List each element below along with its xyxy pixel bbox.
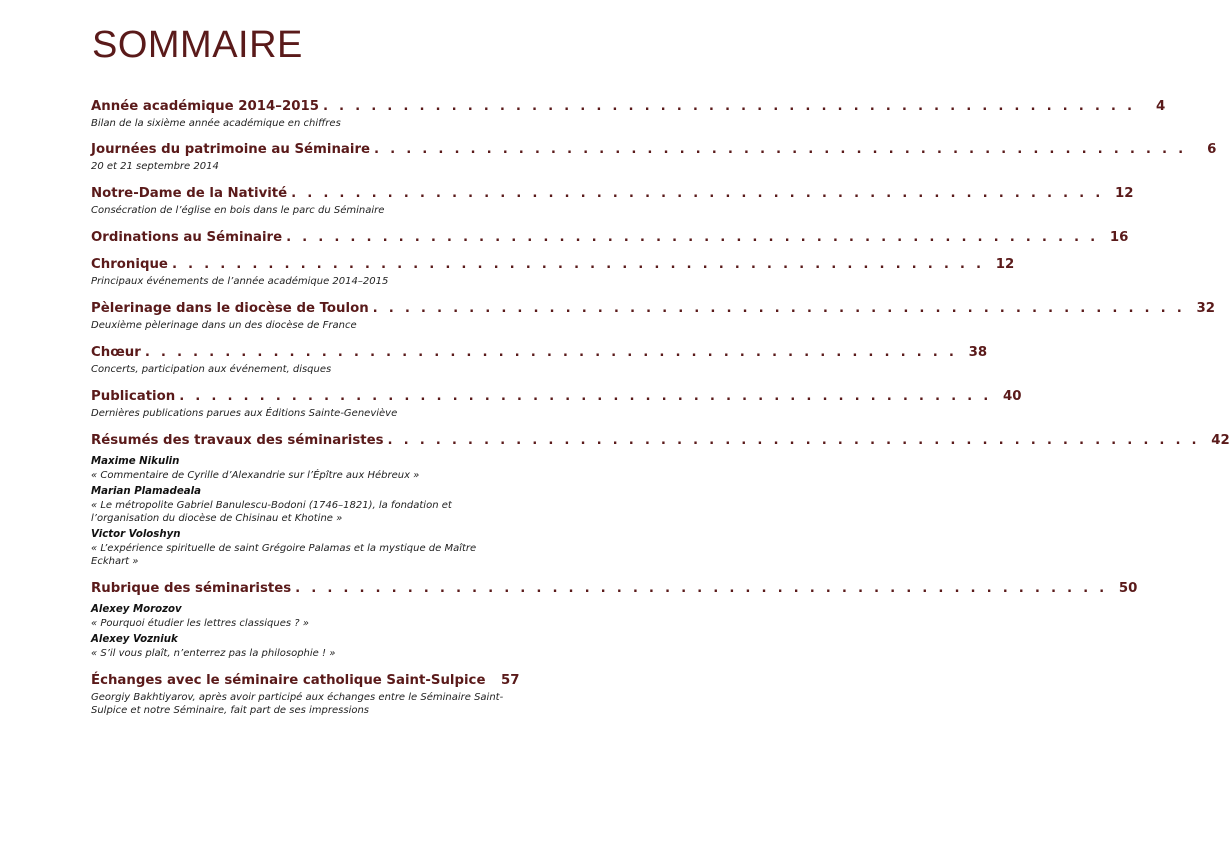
table-of-contents xyxy=(91,96,1230,717)
toc-entry-description: Concerts, participation aux événement, disques xyxy=(91,364,332,375)
toc-entry-title: Chronique xyxy=(91,257,168,272)
toc-entry[interactable] xyxy=(91,430,1230,568)
toc-page-number: 42 xyxy=(1211,433,1230,448)
dot-leader: . . . . . . . . . . . . . . . . . . . . . . . . . . . . . . . . . . . . . . . . . . . . . . . . . . . xyxy=(171,257,985,272)
toc-entry-title: Résumés des travaux des séminaristes xyxy=(91,433,384,448)
toc-page-number: 6 xyxy=(1207,142,1217,157)
dot-leader: . . . . . . . . . . . . . . . . . . . . . . . . . . . . . . . . . . . . . . . . . . . . . . . . . . . xyxy=(295,581,1108,596)
toc-entry-heading xyxy=(91,298,1215,320)
toc-entry-description: Dernières publications parues aux Éditions Sainte-Geneviève xyxy=(91,408,398,419)
toc-sub-text: « Pourquoi étudier les lettres classiques ? » xyxy=(91,618,309,629)
dot-leader: . . . . . . . . . . . . . . . . . . . . . . . . . . . . . . . . . . . . . . . . . . . . . . . . . . . xyxy=(144,345,958,360)
toc-entry-title: Ordinations au Séminaire xyxy=(91,230,283,245)
toc-entry[interactable] xyxy=(91,139,1217,173)
toc-entry-heading xyxy=(91,342,988,364)
toc-entry-title: Pèlerinage dans le diocèse de Toulon xyxy=(91,301,369,316)
toc-entry[interactable] xyxy=(91,386,1022,420)
toc-entry-description: 20 et 21 septembre 2014 xyxy=(91,161,219,172)
toc-entry-description: Principaux événements de l’année académique 2014–2015 xyxy=(91,276,389,287)
toc-entry-description: Consécration de l’église en bois dans le parc du Séminaire xyxy=(91,205,385,216)
toc-sub-author: Alexey Morozov xyxy=(91,604,182,615)
toc-sub-text: « Commentaire de Cyrille d’Alexandrie sur l’Épître aux Hébreux » xyxy=(91,470,420,481)
dot-leader: . . . . . . . . . . . . . . . . . . . . . . . . . . . . . . . . . . . . . . . . . . . . . . . . . . . xyxy=(387,433,1200,448)
toc-sub-entry xyxy=(91,455,514,482)
toc-entry-title: Rubrique des séminaristes xyxy=(91,581,292,596)
toc-entry-description: Georgiy Bakhtiyarov, après avoir participé aux échanges entre le Séminaire Saint-Sulpice et notre Séminaire, fait part de ses impressions xyxy=(91,692,504,716)
dot-leader: . . . . . . . . . . . . . . . . . . . . . . . . . . . . . . . . . . . . . . . . . . . . . . . . . . . xyxy=(322,99,1136,114)
toc-entry-title: Notre-Dame de la Nativité xyxy=(91,186,288,201)
toc-entry-heading xyxy=(91,254,1015,276)
toc-entry[interactable] xyxy=(91,670,520,717)
toc-page-number: 16 xyxy=(1109,230,1129,245)
toc-sub-author: Marian Plamadeala xyxy=(91,486,201,497)
toc-entry-title: Publication xyxy=(91,389,176,404)
toc-entry-heading xyxy=(91,670,520,692)
toc-entry[interactable] xyxy=(91,578,1138,660)
toc-entry-heading xyxy=(91,386,1022,408)
toc-sub-entry xyxy=(91,633,514,660)
toc-entry[interactable] xyxy=(91,183,1134,217)
toc-sub-author: Alexey Vozniuk xyxy=(91,634,178,645)
toc-entry-title: Journées du patrimoine au Séminaire xyxy=(91,142,371,157)
toc-entry-title: Chœur xyxy=(91,345,141,360)
toc-page-number: 12 xyxy=(1114,186,1134,201)
toc-page-number: 50 xyxy=(1118,581,1138,596)
toc-entry-description: Deuxième pèlerinage dans un des diocèse de France xyxy=(91,320,357,331)
toc-sub-text: « L’expérience spirituelle de saint Grégoire Palamas et la mystique de Maître Eckhart » xyxy=(91,543,477,567)
toc-page-number: 12 xyxy=(995,257,1015,272)
dot-leader: . . . . . . . . . . . . . . . . . . . . . . . . . . . . . . . . . . . . . . . . . . . . . . . . . . . xyxy=(179,389,992,404)
toc-sub-author: Maxime Nikulin xyxy=(91,456,180,467)
toc-sub-author: Victor Voloshyn xyxy=(91,529,181,540)
toc-sub-entry xyxy=(91,485,514,525)
toc-sub-entry xyxy=(91,528,514,568)
toc-entry-title: Année académique 2014–2015 xyxy=(91,99,319,114)
toc-entry-heading xyxy=(91,227,1129,249)
toc-entry-heading xyxy=(91,578,1138,600)
toc-page-number: 4 xyxy=(1155,99,1166,114)
toc-entry[interactable] xyxy=(91,342,988,376)
toc-sub-text: « S’il vous plaît, n’enterrez pas la philosophie ! » xyxy=(91,648,336,659)
toc-entry-heading xyxy=(91,139,1217,161)
toc-entry-description: Bilan de la sixième année académique en chiffres xyxy=(91,118,341,129)
toc-sub-entry xyxy=(91,603,514,630)
dot-leader: . . . . . . . . . . . . . . . . . . . . . . . . . . . . . . . . . . . . . . . . . . . . . . . . . . . xyxy=(286,230,1099,245)
toc-entry-heading xyxy=(91,430,1230,452)
toc-entry[interactable] xyxy=(91,96,1166,130)
toc-entry[interactable] xyxy=(91,227,1129,249)
dot-leader: . . . . . . . . . . . . . . . . . . . . . . . . . . . . . . . . . . . . . . . . . . . . . . . . . . . xyxy=(291,186,1104,201)
toc-entry-title: Échanges avec le séminaire catholique Saint-Sulpice xyxy=(91,673,486,688)
toc-entry-heading xyxy=(91,96,1166,118)
toc-entry[interactable] xyxy=(91,254,1015,288)
toc-entry-heading xyxy=(91,183,1134,205)
toc-page-number: 32 xyxy=(1196,301,1215,316)
toc-page-number: 38 xyxy=(968,345,988,360)
dot-leader: . . . . . . . . . . . . . . . . . . . . . . . . . . . . . . . . . . . . . . . . . . . . . . . . . . . xyxy=(372,301,1185,316)
toc-sub-text: « Le métropolite Gabriel Banulescu-Bodoni (1746–1821), la fondation et l’organisation du diocèse de Chisinau et Khotine » xyxy=(91,500,452,524)
toc-entry[interactable] xyxy=(91,298,1215,332)
toc-page-number: 57 xyxy=(500,673,520,688)
dot-leader: . . . . . . . . . . . . . . . . . . . . . . . . . . . . . . . . . . . . . . . . . . . . . . . . . . . xyxy=(374,142,1187,157)
page-title: SOMMAIRE xyxy=(92,24,303,66)
toc-page-number: 40 xyxy=(1002,389,1022,404)
